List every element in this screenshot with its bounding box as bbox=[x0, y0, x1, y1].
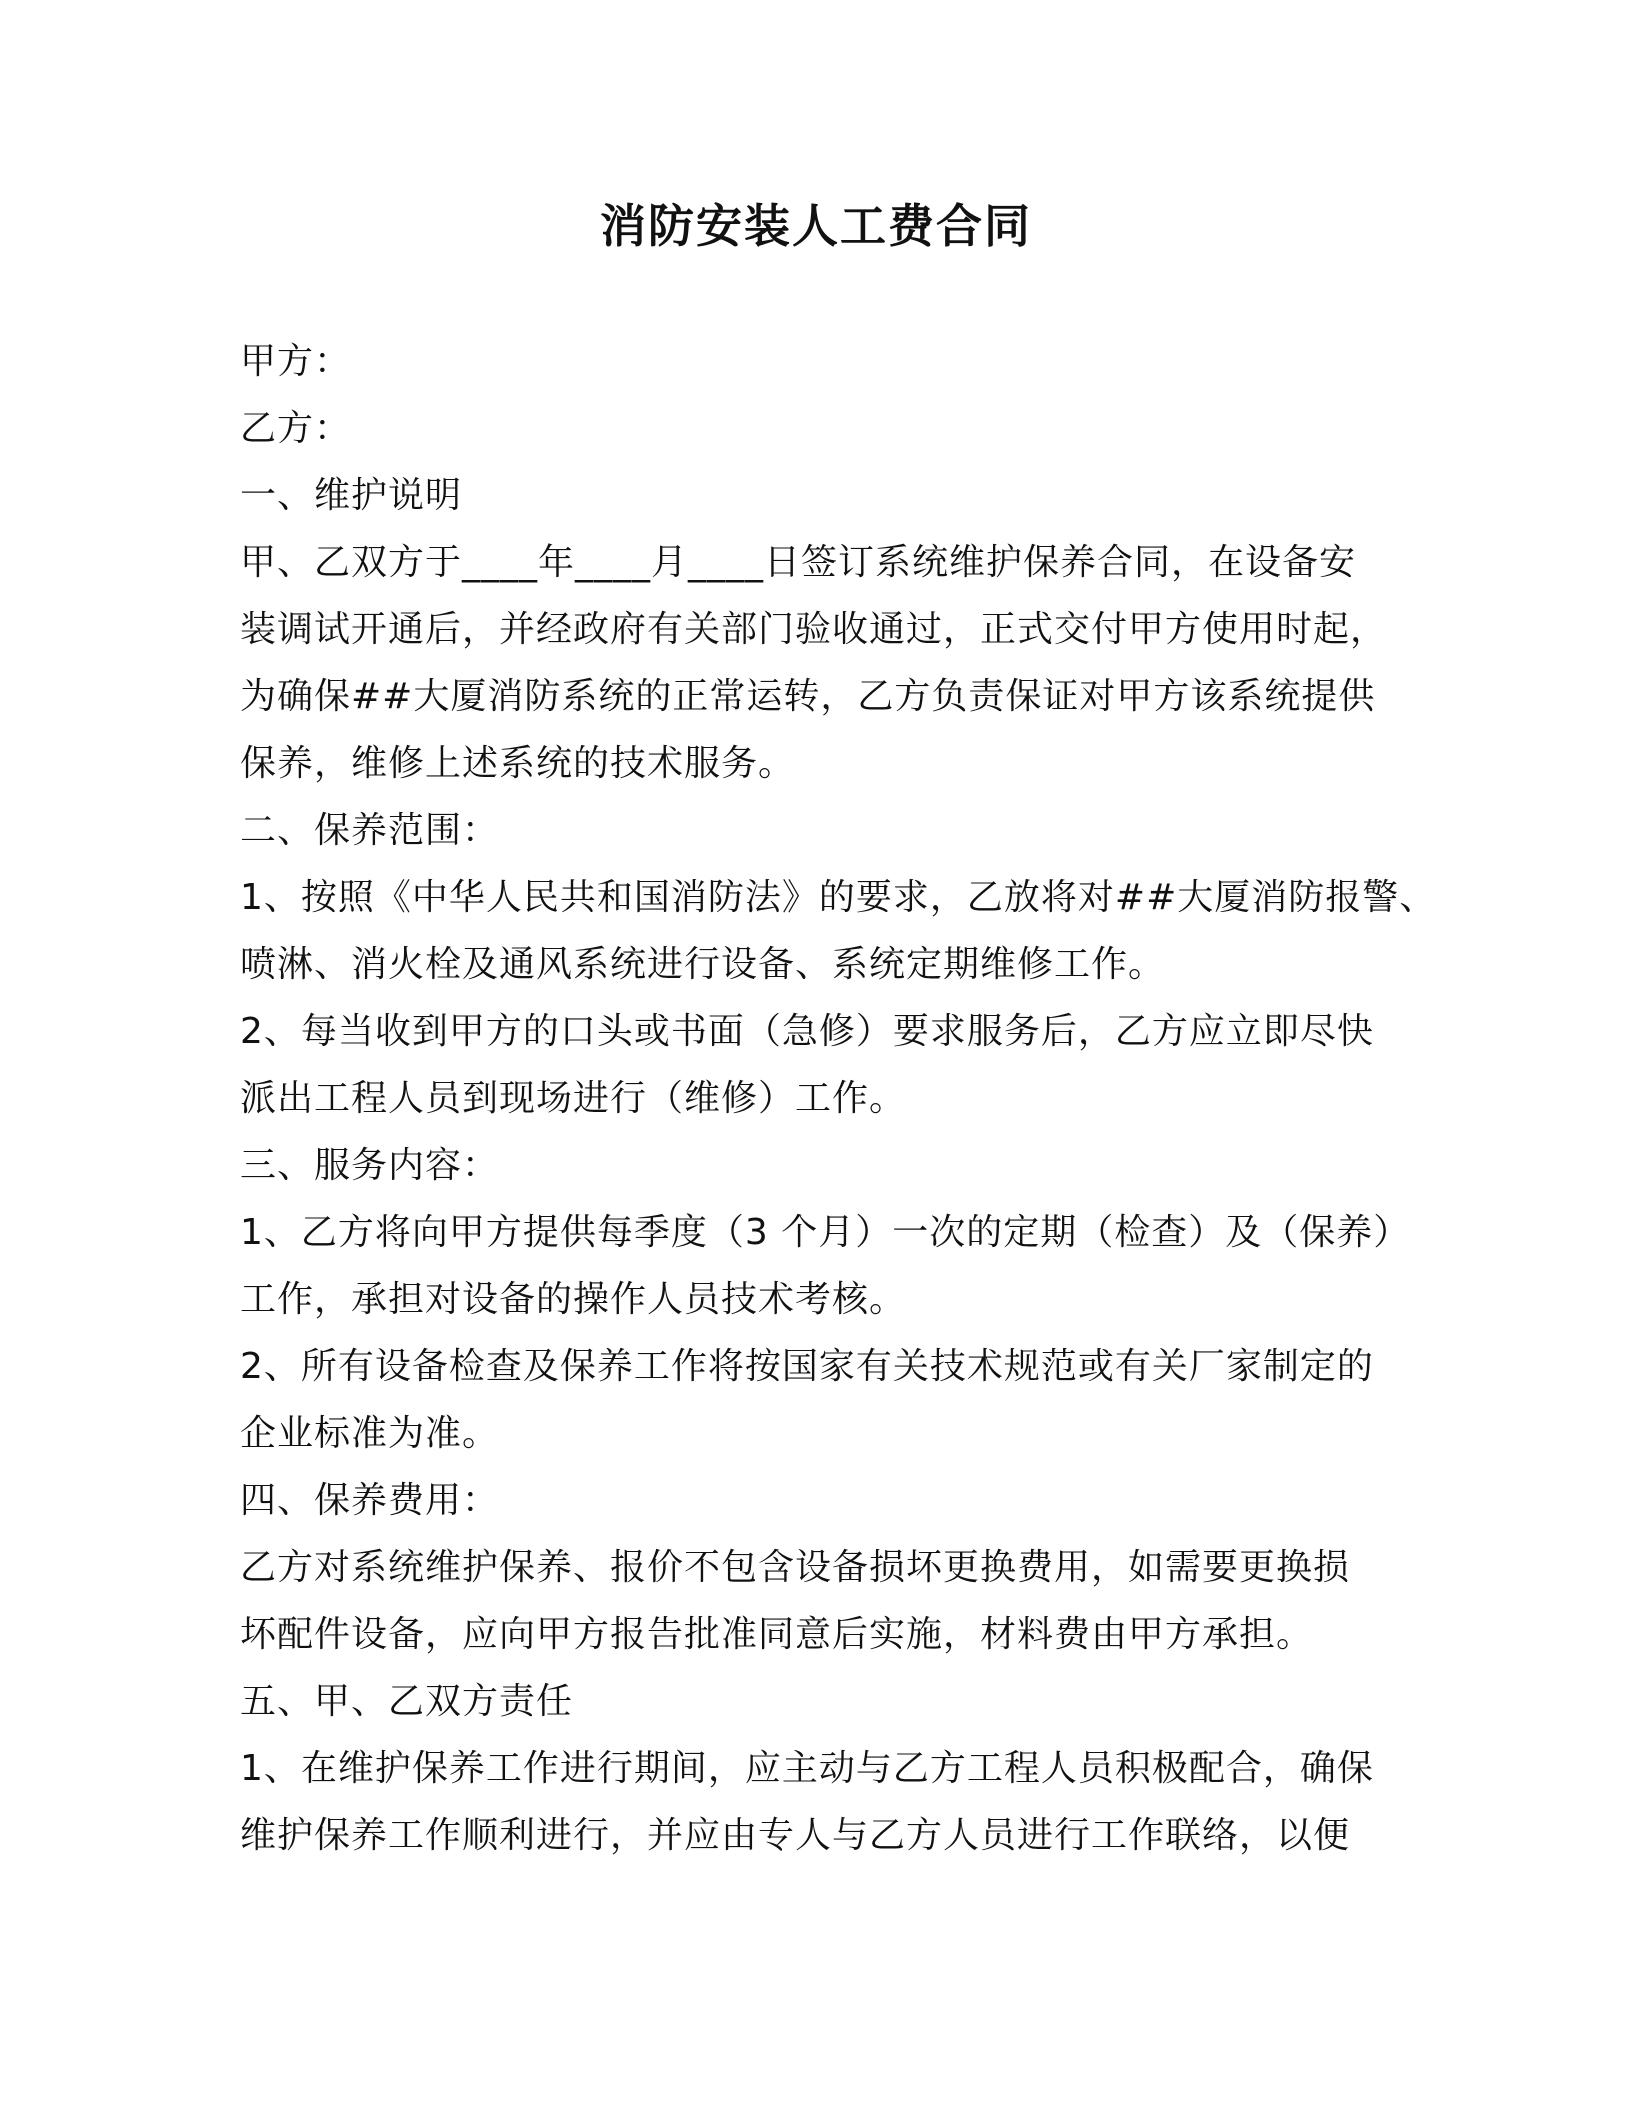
section-heading-1: 一、维护说明 bbox=[240, 475, 463, 516]
paragraph-line: 2、每当收到甲方的口头或书面（急修）要求服务后，乙方应立即尽快 bbox=[240, 1011, 1374, 1052]
paragraph-line: 1、乙方将向甲方提供每季度（3 个月）一次的定期（检查）及（保养） bbox=[240, 1212, 1411, 1253]
paragraph-line: 喷淋、消火栓及通风系统进行设备、系统定期维修工作。 bbox=[240, 944, 1166, 985]
paragraph-line: 装调试开通后，并经政府有关部门验收通过，正式交付甲方使用时起， bbox=[240, 609, 1388, 650]
section-heading-2: 二、保养范围： bbox=[240, 810, 500, 851]
paragraph-line: 工作，承担对设备的操作人员技术考核。 bbox=[240, 1279, 907, 1320]
paragraph-line: 2、所有设备检查及保养工作将按国家有关技术规范或有关厂家制定的 bbox=[240, 1346, 1374, 1387]
paragraph-line: 为确保##大厦消防系统的正常运转，乙方负责保证对甲方该系统提供 bbox=[240, 676, 1376, 717]
section-heading-4: 四、保养费用： bbox=[240, 1480, 500, 1521]
section-heading-5: 五、甲、乙双方责任 bbox=[240, 1681, 574, 1722]
party-b-line: 乙方： bbox=[240, 408, 352, 449]
paragraph-line: 1、在维护保养工作进行期间，应主动与乙方工程人员积极配合，确保 bbox=[240, 1748, 1374, 1789]
document-title: 消防安装人工费合同 bbox=[600, 199, 1032, 253]
paragraph-line: 甲、乙双方于____年____月____日签订系统维护保养合同，在设备安 bbox=[240, 542, 1357, 583]
paragraph-line: 坏配件设备，应向甲方报告批准同意后实施，材料费由甲方承担。 bbox=[240, 1614, 1314, 1655]
paragraph-line: 乙方对系统维护保养、报价不包含设备损坏更换费用，如需要更换损 bbox=[240, 1547, 1351, 1588]
paragraph-line: 保养，维修上述系统的技术服务。 bbox=[240, 743, 796, 784]
document-body bbox=[240, 328, 1437, 1869]
paragraph-line: 企业标准为准。 bbox=[240, 1413, 500, 1454]
paragraph-line: 1、按照《中华人民共和国消防法》的要求，乙放将对##大厦消防报警、 bbox=[240, 877, 1437, 918]
paragraph-line: 派出工程人员到现场进行（维修）工作。 bbox=[240, 1078, 907, 1119]
section-heading-3: 三、服务内容： bbox=[240, 1145, 500, 1186]
paragraph-line: 维护保养工作顺利进行，并应由专人与乙方人员进行工作联络，以便 bbox=[240, 1815, 1351, 1856]
party-a-line: 甲方： bbox=[240, 341, 352, 382]
